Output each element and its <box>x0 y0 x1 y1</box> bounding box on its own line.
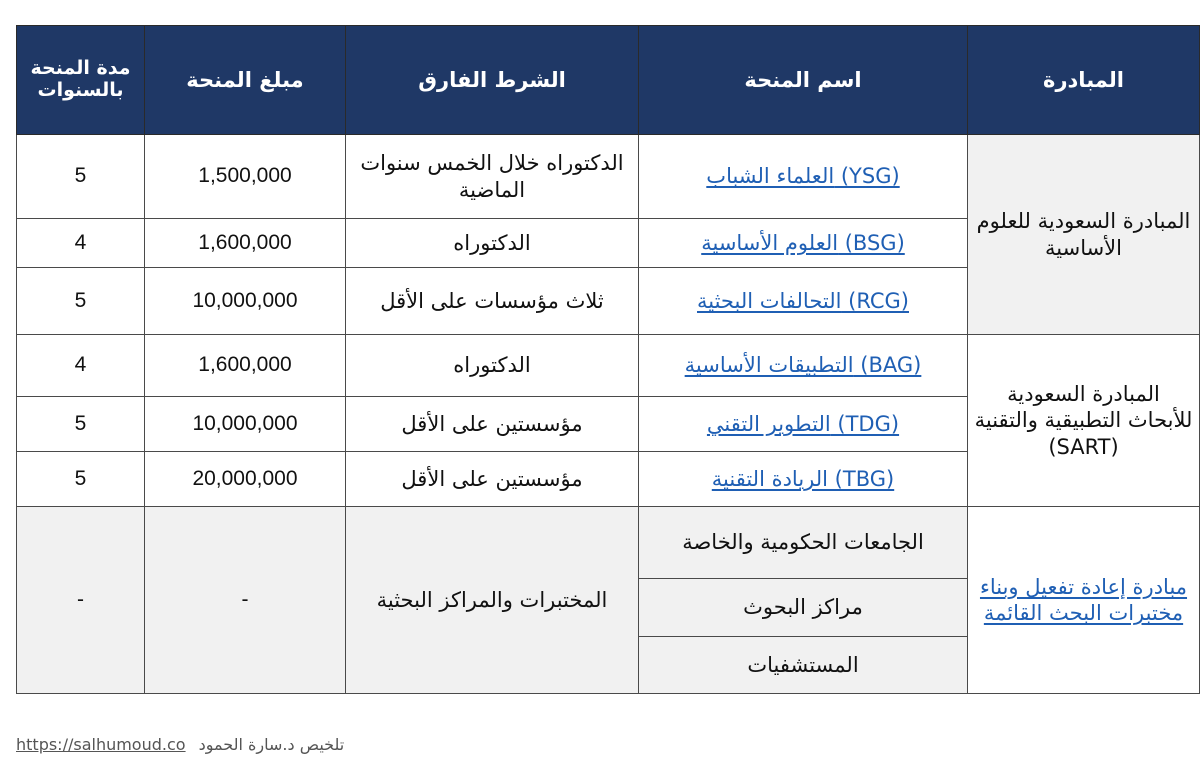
amount-cell: 20,000,000 <box>145 452 346 507</box>
grants-table <box>16 25 1200 694</box>
header-amount: مبلغ المنحة <box>145 26 346 135</box>
condition-cell: الدكتوراه <box>346 219 639 268</box>
duration-cell: 4 <box>17 335 145 397</box>
table-row <box>17 507 1200 579</box>
grant-link-ysg[interactable]: العلماء الشباب (YSG) <box>706 164 900 189</box>
condition-cell: مؤسستين على الأقل <box>346 397 639 452</box>
grant-cell <box>639 135 968 219</box>
duration-cell: 4 <box>17 219 145 268</box>
header-grant-name: اسم المنحة <box>639 26 968 135</box>
amount-cell: 1,600,000 <box>145 219 346 268</box>
grant-link-rcg[interactable]: التحالفات البحثية (RCG) <box>697 288 909 313</box>
table-row <box>17 335 1200 397</box>
initiative-sart: المبادرة السعودية للأبحاث التطبيقية والتقنية (SART) <box>968 335 1200 507</box>
condition-cell: الدكتوراه <box>346 335 639 397</box>
condition-cell: الدكتوراه خلال الخمس سنوات الماضية <box>346 135 639 219</box>
amount-cell: 10,000,000 <box>145 397 346 452</box>
duration-cell: 5 <box>17 135 145 219</box>
labs-condition-cell: المختبرات والمراكز البحثية <box>346 507 639 694</box>
footer-summary: تلخيص د.سارة الحمود <box>198 735 345 754</box>
amount-cell: 10,000,000 <box>145 268 346 335</box>
labs-duration-cell: - <box>17 507 145 694</box>
grant-cell <box>639 268 968 335</box>
grant-cell <box>639 219 968 268</box>
initiative-labs-cell <box>968 507 1200 694</box>
condition-cell: ثلاث مؤسسات على الأقل <box>346 268 639 335</box>
footer-url[interactable]: https://salhumoud.co <box>16 735 186 754</box>
labs-name-hospitals: المستشفيات <box>639 637 968 694</box>
header-initiative: المبادرة <box>968 26 1200 135</box>
initiative-labs-link[interactable]: مبادرة إعادة تفعيل وبناء مختبرات البحث القائمة <box>979 574 1188 625</box>
table-row <box>17 135 1200 219</box>
labs-name-research-centers: مراكز البحوث <box>639 579 968 637</box>
labs-amount-cell: - <box>145 507 346 694</box>
header-row <box>17 26 1200 135</box>
duration-cell: 5 <box>17 397 145 452</box>
grant-link-tbg[interactable]: الريادة التقنية (TBG) <box>711 466 895 491</box>
condition-cell: مؤسستين على الأقل <box>346 452 639 507</box>
duration-cell: 5 <box>17 268 145 335</box>
grant-link-tdg[interactable]: التطوير التقني (TDG) <box>706 411 900 436</box>
grant-link-bsg[interactable]: العلوم الأساسية (BSG) <box>701 230 905 255</box>
grant-cell <box>639 397 968 452</box>
labs-name-universities: الجامعات الحكومية والخاصة <box>639 507 968 579</box>
amount-cell: 1,500,000 <box>145 135 346 219</box>
grant-cell <box>639 335 968 397</box>
amount-cell: 1,600,000 <box>145 335 346 397</box>
initiative-basic-sciences: المبادرة السعودية للعلوم الأساسية <box>968 135 1200 335</box>
header-duration: مدة المنحة بالسنوات <box>17 26 145 135</box>
header-condition: الشرط الفارق <box>346 26 639 135</box>
grant-link-bag[interactable]: التطبيقات الأساسية (BAG) <box>684 353 922 378</box>
footer <box>16 735 344 754</box>
duration-cell: 5 <box>17 452 145 507</box>
grant-cell <box>639 452 968 507</box>
